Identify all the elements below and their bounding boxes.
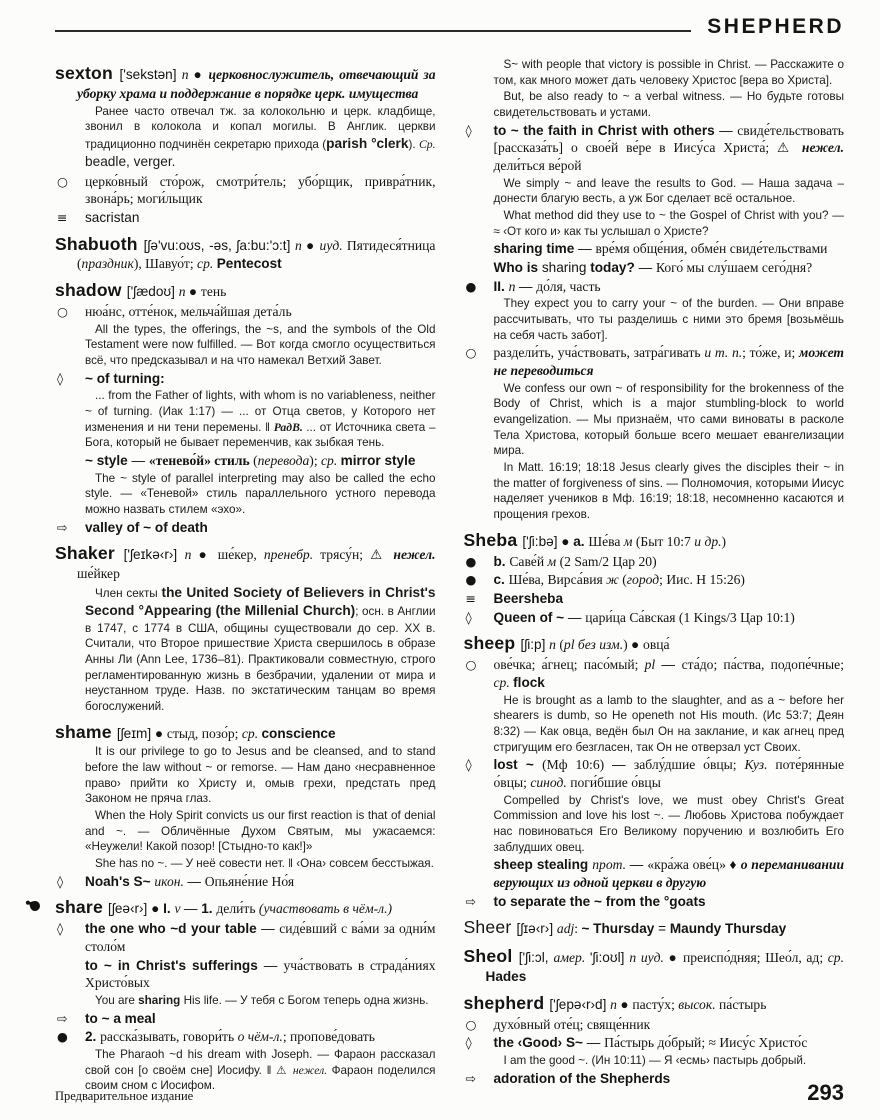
text-segment: ср. — [241, 725, 262, 741]
phrase-marker-icon: ◊ — [465, 1035, 472, 1051]
text-segment: Sheer — [463, 917, 517, 938]
text-segment: The Pharaoh ~d his dream with Joseph. — Фараон рассказал свой сон [о своём сне] Иосифу. ‖ ⚠ — [85, 1048, 436, 1077]
text-segment: ове́чка; а́гнец; пасо́мый; — [493, 657, 645, 673]
text-segment: и др. — [694, 533, 722, 549]
example-paragraph — [464, 89, 845, 120]
example-paragraph — [464, 57, 845, 88]
text-segment: ср. — [197, 256, 217, 272]
text-segment: S~ with people that victory is possible in Christ. — Расскажите о том, как много может дать человеку Христос [вера во Христа]. — [493, 58, 844, 87]
text-segment: Shaker — [55, 543, 124, 564]
text-segment: ; то́же, и; — [742, 345, 800, 361]
text-segment: ● — [668, 950, 683, 966]
text-segment: Beersheba — [493, 591, 564, 607]
page-title: SHEPHERD — [707, 15, 844, 38]
text-segment: ● — [198, 547, 218, 563]
text-segment: ), Шавуо́т; — [133, 256, 198, 272]
text-segment: ср. — [493, 674, 514, 690]
sense-line — [464, 856, 845, 891]
text-segment: [ʃeə‹r›] ● — [108, 901, 164, 917]
text-segment: sacristan — [85, 209, 140, 225]
text-segment: амер. — [553, 950, 590, 966]
text-segment: sheep stealing — [493, 857, 593, 873]
text-segment: We simply ~ and leave the results to God. — Наша задача – донести благую весть, а уж Бог сделает всё остальное. — [493, 176, 844, 206]
sense-line — [55, 173, 436, 208]
text-segment: : — [574, 921, 582, 937]
edition-label: Предварительное издание — [55, 1089, 194, 1103]
text-segment: ; пропове́довать — [282, 1029, 375, 1045]
text-segment: to ~ in Christ's sufferings — [85, 957, 264, 973]
text-segment: — — [719, 122, 738, 138]
synonym-marker-icon: ≡ — [57, 209, 68, 225]
crossref-arrow-icon: ⇨ — [465, 893, 476, 909]
text-segment: parish °clerk — [326, 135, 409, 151]
crossref-arrow-icon: ⇨ — [57, 519, 68, 535]
text-segment: conscience — [261, 725, 336, 741]
sense-line — [55, 452, 436, 470]
text-segment: ср. — [321, 452, 341, 468]
text-segment: ... from the Father of lights, with whom is no variableness, neither ~ of turning. (Иак 1:17) — ... от Отца светов, у Которого нет изменения и ни тени перемены. ‖ — [85, 389, 436, 434]
text-segment: пасту́х; — [632, 996, 679, 1012]
entry-sheol — [464, 945, 845, 986]
text-segment: «кра́жа ове́ц» — [647, 857, 730, 873]
related-translations-marker-icon: ○ — [465, 657, 477, 673]
text-segment: — — [612, 757, 634, 773]
text-segment: стыд, позо́р; — [166, 725, 242, 741]
text-segment: shepherd — [463, 992, 550, 1013]
entry-shepherd — [464, 992, 845, 1015]
text-segment: His life. — У тебя с Богом теперь одна жизнь. — [183, 994, 429, 1008]
text-segment: today? — [590, 260, 639, 276]
text-segment: shame — [55, 721, 117, 742]
left-column — [55, 56, 436, 1094]
text-segment: — — [183, 901, 202, 917]
sense-line — [464, 571, 845, 589]
text-segment: ); — [309, 452, 321, 468]
text-segment: до́ля, часть — [536, 278, 601, 294]
crossref-arrow-icon: ⇨ — [465, 1070, 476, 1086]
entry-sheep — [464, 632, 845, 655]
text-segment: Опьяне́ние Но́я — [204, 873, 295, 889]
entry-share — [55, 896, 436, 919]
text-segment: ста́до; па́ства, подопе́чные; — [681, 657, 844, 673]
related-translations-marker-icon: ○ — [57, 303, 68, 319]
text-segment: to ~ a meal — [85, 1010, 156, 1026]
text-segment: цари́ца Са́вская (1 Kings/3 Цар 10:1) — [585, 609, 795, 625]
sense-line — [55, 519, 436, 537]
related-translations-marker-icon: ○ — [465, 345, 477, 361]
text-segment: ше́йкер — [77, 566, 120, 582]
text-segment: икон. — [154, 873, 188, 889]
entry-shaker — [55, 542, 436, 583]
text-segment: In Matt. 16:19; 18:18 Jesus clearly gives the disciples their ~ in the matter of forgiveness of sins. — Полномочия, которыми Иисус наделяет учеников в Мф. 16:19; 18:18, несомненно касаются и прощения грехов. — [493, 461, 844, 522]
sense-line — [55, 209, 436, 227]
text-segment: ['ʃepə‹r›d] — [549, 996, 611, 1012]
text-segment: «тенево́й» стиль — [148, 452, 254, 468]
entry-shadow — [55, 279, 436, 302]
text-segment: n — [184, 547, 199, 563]
related-translations-marker-icon: ○ — [57, 173, 68, 189]
text-segment: ⚠ — [777, 140, 802, 156]
text-segment: I am the good ~. (Ин 10:11) — Я ‹есмь› пастырь добрый. — [503, 1053, 807, 1067]
example-paragraph — [55, 993, 436, 1009]
right-column — [464, 56, 845, 1094]
entry-sheba — [464, 529, 845, 552]
text-segment: Ше́ва, Вирса́вия — [508, 572, 607, 588]
text-segment: ). — [408, 137, 419, 151]
text-segment: valley of ~ of death — [85, 519, 208, 535]
text-segment: c. — [493, 572, 509, 588]
text-segment: ● — [188, 284, 201, 300]
sense-line — [464, 590, 845, 608]
sense-line — [464, 553, 845, 571]
text-segment: They expect you to carry your ~ of the burden. — Они вправе рассчитывать, что ты разделишь с ними это бремя [возьмёшь на себя часть забот]. — [493, 297, 844, 342]
example-paragraph — [55, 104, 436, 172]
text-segment: II. — [493, 278, 509, 294]
text-segment: нежел. — [393, 547, 436, 563]
text-segment: овца́ — [643, 637, 670, 653]
phrase-marker-icon: ◊ — [57, 921, 64, 937]
text-segment: sexton — [55, 63, 120, 83]
text-segment: и т. п. — [704, 345, 743, 361]
example-paragraph — [464, 176, 845, 207]
text-segment: тень — [200, 284, 227, 300]
phrase-marker-icon: ◊ — [57, 873, 64, 889]
example-paragraph — [464, 1053, 845, 1069]
sense-bullet-icon: ● — [57, 1029, 68, 1045]
text-segment: n — [294, 237, 306, 253]
text-segment: adoration of the Shepherds — [493, 1070, 671, 1086]
text-segment: sheep — [463, 633, 521, 654]
entry-sexton — [55, 62, 436, 103]
text-segment: о переманивании верующих из одной церкви в другую — [493, 857, 845, 890]
sense-line — [464, 656, 845, 691]
text-segment: город — [626, 572, 660, 588]
text-segment: — — [131, 452, 149, 468]
sense-line — [55, 1010, 436, 1028]
phrase-marker-icon: ◊ — [465, 609, 472, 625]
page-number: 293 — [807, 1080, 844, 1105]
text-segment: [ʃə'vu:oʊs, -əs, ʃa:bu:'ɔ:t] — [143, 237, 295, 253]
text-segment: He is brought as a lamb to the slaughter, and as a ~ before her shearers is dumb, so He openeth not His mouth. (Ис 53:7; Деян 8:32) — Как овца, ведён был Он на заклание, и как агнец пред стригущим его безгласен, так Он не отверзал уст Своих. — [493, 693, 844, 754]
sense-line — [464, 609, 845, 627]
text-segment: ● — [631, 637, 644, 653]
text-segment: дели́ть — [216, 901, 259, 917]
text-segment: ше́кер, — [217, 547, 264, 563]
example-paragraph — [464, 208, 845, 239]
text-segment: Who is — [493, 260, 542, 276]
entry-sheer — [464, 916, 845, 939]
example-paragraph — [55, 808, 436, 855]
sense-line — [55, 370, 436, 388]
text-segment: ( — [622, 572, 627, 588]
text-segment: свиде́тельствовать [рассказа́ть] о свое́й ве́ре в Иису́са Христа́; — [493, 122, 844, 156]
text-segment: нежел. — [292, 1063, 332, 1077]
text-segment: lost ~ — [493, 757, 543, 773]
example-paragraph — [464, 460, 845, 523]
text-segment: [ʃeɪm] ● — [116, 725, 167, 741]
text-segment: share — [55, 897, 109, 918]
text-segment: церко́вный сто́рож, смотри́тель; убо́рщик, привра́тник, звона́рь; моги́льщик — [85, 173, 436, 207]
text-segment: — — [263, 957, 284, 973]
text-segment: mirror style — [340, 452, 416, 468]
text-segment: ; Иис. Н 15:26) — [659, 572, 745, 588]
text-segment: Кого́ мы слу́шаем сего́дня? — [655, 260, 813, 276]
text-segment: Sheba — [463, 529, 523, 550]
sense-line — [464, 756, 845, 791]
text-segment: праздник — [81, 256, 134, 272]
text-segment: When the Holy Spirit convicts us our first reaction is that of denial and ~. — Обличённые Духом Святым, мы ужасаемся: «Неужели! Какой позор! [Стыдно-то как!]» — [85, 809, 436, 854]
text-segment: ['ʃeɪkə‹r›] — [123, 547, 185, 563]
text-segment: уча́ствовать в страда́ниях Христо́вых — [85, 957, 436, 991]
text-segment: (Мф 10:6) — [542, 757, 613, 773]
text-segment: But, be also ready to ~ a verbal witness. — Но будьте готовы свидетельствовать и устами. — [493, 90, 844, 120]
example-paragraph — [55, 584, 436, 715]
text-segment: может не переводиться — [493, 345, 845, 379]
text-segment: sharing — [138, 994, 184, 1008]
sense-bullet-icon: ● — [465, 553, 477, 569]
sense-line — [55, 1028, 436, 1046]
text-segment: adj — [556, 921, 575, 937]
example-paragraph — [55, 388, 436, 451]
text-segment: высок. — [678, 996, 720, 1012]
text-segment: Член секты — [95, 586, 162, 600]
example-paragraph — [55, 322, 436, 369]
text-segment: вре́мя обще́ния, обме́н свиде́тельствами — [595, 241, 828, 257]
entry-shabuoth — [55, 233, 436, 274]
text-segment: ( — [559, 637, 564, 653]
text-segment: ['ʃi:bə] ● — [522, 533, 574, 549]
example-paragraph — [55, 744, 436, 807]
text-segment: ● — [305, 237, 320, 253]
example-paragraph — [464, 793, 845, 856]
text-segment: расска́зывать, говори́ть — [100, 1029, 238, 1045]
text-segment: РадВ. — [273, 420, 307, 434]
text-segment: преиспо́дняя; Шео́л, ад; — [683, 950, 828, 966]
text-segment: We confess our own ~ of responsibility for the brokenness of the Body of Christ, which is a major stumbling-block to world evangelization. — Мы признаём, что сами виноваты в расколе Тела Христова, который больше всего мешает евангелизации мира. — [493, 381, 844, 458]
synonym-marker-icon: ≡ — [465, 591, 476, 607]
text-segment: ● — [193, 67, 209, 82]
example-paragraph — [464, 381, 845, 459]
text-segment: Ше́ва — [588, 533, 624, 549]
text-segment: [ʃɪə‹r›] — [516, 921, 557, 937]
text-segment: м — [547, 553, 560, 569]
text-segment: поги́бшие о́вцы — [570, 774, 661, 790]
text-segment: ['sekstən] — [119, 67, 182, 82]
text-segment: дели́ться ве́рой — [493, 158, 582, 174]
text-segment: Maundy Thursday — [669, 921, 787, 937]
text-segment: па́стырь — [719, 996, 767, 1012]
text-segment: Noah's S~ — [85, 873, 155, 889]
text-segment: — — [567, 609, 586, 625]
text-segment: прот. — [592, 857, 630, 873]
text-segment: 2. — [85, 1029, 101, 1045]
text-segment: All the types, the offerings, the ~s, and the symbols of the Old Testament were now fulfilled. — Вот когда смогло осуществиться всё, что предсказывал и на что намекал Ветхий Завет. — [85, 322, 436, 367]
text-segment: ... от Источника света – Бога, который не бывает переменчив, как зыбкая тень. — [85, 420, 436, 450]
text-segment: Hades — [485, 969, 527, 985]
ink-blot-icon — [29, 900, 41, 912]
text-segment: Ранее часто отвечал тж. за колокольню и церк. кладбище, звонил в колокола и копал могилы. В Англик. церкви традиционно подчинён секретарю прихода ( — [85, 104, 436, 151]
text-segment: заблу́дшие о́вцы; — [633, 757, 745, 773]
text-segment: — — [518, 278, 537, 294]
text-segment: ~ Thursday — [581, 921, 659, 937]
text-segment: (2 Sam/2 Цар 20) — [559, 553, 657, 569]
example-paragraph — [55, 471, 436, 518]
sense-bullet-icon: ● — [465, 572, 477, 588]
text-segment: нежел. — [801, 140, 844, 156]
text-segment: Саве́й — [509, 553, 548, 569]
text-segment: What method did they use to ~ the Gospel of Christ with you? — ≈ ‹От кого и› как ты услышал о Христе? — [493, 209, 844, 238]
sense-line — [464, 240, 845, 258]
text-segment: sharing — [541, 260, 591, 276]
text-segment: a. — [573, 533, 589, 549]
sense-line — [464, 278, 845, 296]
text-segment: 1. — [201, 901, 217, 917]
text-segment: ['ʃi:ɔl, — [518, 950, 554, 966]
text-segment: the one who ~d your table — [85, 921, 262, 937]
text-segment: ~ of turning: — [85, 370, 165, 386]
text-segment: сиде́вший с ва́ми за одни́м столо́м — [85, 921, 436, 954]
text-segment: ⚠ — [370, 547, 394, 563]
text-segment: Куз. — [744, 757, 776, 773]
sense-line — [55, 920, 436, 955]
entry-shame — [55, 721, 436, 744]
text-segment: ['ʃædoʊ] — [126, 284, 179, 300]
text-segment: flock — [513, 674, 545, 690]
text-segment: n — [181, 67, 194, 82]
text-segment: n иуд. — [629, 950, 669, 966]
text-segment: Ср. — [418, 137, 436, 151]
text-segment: n — [549, 637, 560, 653]
text-segment: ~ style — [85, 452, 132, 468]
text-segment: — — [629, 857, 648, 873]
text-segment: She has no ~. — У неё совести нет. ‖ ‹Она› совсем бесстыжая. — [95, 857, 434, 871]
text-segment: раздели́ть, уча́ствовать, затра́гивать — [493, 345, 705, 361]
text-segment: to ~ the faith in Christ with others — [493, 122, 720, 138]
sense-line — [464, 1034, 845, 1052]
text-segment: ; осн. в Англии в 1747, с 1774 в США, общины существовали до сер. XX в. Считали, что Второе пришествие Христа свершилось в образе Анны Ли (Ann Lee, 1736–81). Практиковали совместную, строго регламентированную жизнь в безбрачии, удалении от мира и неустанном труде. Назв. по экстатическим танцам во время богослужений. — [85, 605, 436, 713]
text-segment: — — [638, 260, 656, 276]
text-segment: sharing time — [493, 241, 579, 257]
text-segment: shadow — [55, 280, 127, 301]
text-segment: n — [610, 996, 621, 1012]
example-paragraph — [464, 296, 845, 343]
sense-line — [464, 122, 845, 175]
sense-line — [464, 344, 845, 379]
text-segment: It is our privilege to go to Jesus and be cleansed, and to stand before the law without ~ or remorse. — Нам дано ‹несравненное право› прийти ко Христу и, омыв грехи, предстать пред Законом не пряча глаз. — [85, 745, 436, 806]
text-segment: ж — [606, 572, 623, 588]
header-rule — [55, 30, 691, 32]
text-segment: ) — [623, 637, 632, 653]
text-segment: pl — [644, 657, 662, 673]
phrase-marker-icon: ◊ — [57, 370, 64, 386]
sense-line — [464, 259, 845, 277]
text-segment: — — [661, 657, 682, 673]
text-segment: n — [508, 278, 519, 294]
page-header — [55, 16, 844, 37]
text-segment: Shabuoth — [55, 233, 144, 254]
phrase-marker-icon: ◊ — [465, 757, 472, 773]
text-segment: The ~ style of parallel interpreting may also be called the echo style. — «Теневой» стиль параллельного устного перевода можно назвать стилем «эхо». — [85, 471, 436, 516]
text-segment: духо́вный оте́ц; свяще́нник — [493, 1016, 651, 1032]
text-segment: pl без изм. — [563, 637, 624, 653]
example-paragraph — [55, 856, 436, 872]
sense-line — [55, 303, 436, 321]
text-segment: n — [178, 284, 189, 300]
text-segment: (Быт 10:7 — [635, 533, 695, 549]
text-segment: м — [623, 533, 636, 549]
text-segment: ♦ — [729, 857, 741, 873]
text-segment: Па́стырь до́брый; ≈ Иису́с Христо́с — [604, 1035, 808, 1051]
phrase-marker-icon: ◊ — [465, 122, 472, 138]
related-translations-marker-icon: ○ — [465, 1016, 477, 1032]
text-segment: Пятидеся́тница ( — [77, 237, 436, 272]
sense-line — [464, 893, 845, 911]
text-segment: — — [187, 873, 205, 889]
text-segment: церковнослужитель, отвечающий за уборку храма и поддержание в порядке церк. имущества — [77, 67, 436, 101]
text-segment: Фараон поделился своим сном с Иосифом. — [85, 1063, 436, 1093]
text-segment: о чём-л. — [237, 1029, 283, 1045]
text-segment: ) — [721, 533, 727, 549]
text-segment: поте́рянные о́вцы; — [493, 757, 844, 790]
text-segment: Sheol — [463, 946, 519, 967]
text-segment: пренебр. — [263, 547, 321, 563]
text-segment: the ‹Good› S~ — [493, 1035, 587, 1051]
sense-line — [55, 957, 436, 992]
text-segment: трясу́н; — [320, 547, 371, 563]
text-segment: перевода — [257, 452, 310, 468]
text-segment: ср. — [827, 950, 844, 966]
text-segment: ● — [620, 996, 633, 1012]
sense-line — [55, 873, 436, 891]
text-segment: — — [586, 1035, 605, 1051]
text-segment: (участвовать в чём-л.) — [258, 901, 393, 917]
sense-line — [464, 1016, 845, 1034]
text-segment: = — [658, 921, 670, 937]
text-segment: Queen of ~ — [493, 609, 568, 625]
crossref-arrow-icon: ⇨ — [57, 1010, 68, 1026]
sense-bullet-icon: ● — [465, 278, 477, 294]
text-segment: to separate the ~ from the °goats — [493, 893, 706, 909]
text-segment: v — [174, 901, 184, 917]
text-segment: beadle, verger. — [85, 154, 176, 170]
text-segment: ( — [253, 452, 258, 468]
text-segment: [ʃi:p] — [520, 637, 550, 653]
text-segment: Compelled by Christ's love, we must obey Christ's Great Commission and love his lost ~. — Любовь Христова побуждает нас повиноваться Его Великому поручению и возлюбить Его заблудших овец. — [493, 793, 844, 854]
text-segment: иуд. — [319, 237, 347, 253]
text-segment: синод. — [530, 774, 571, 790]
text-segment: 'ʃi:oʊl] — [589, 950, 630, 966]
text-segment: the United Society of Believers in Christ's Second °Appearing (the Millenial Church) — [85, 584, 436, 619]
text-segment: b. — [493, 553, 510, 569]
text-segment: — — [261, 921, 280, 937]
text-segment: I. — [163, 901, 175, 917]
text-segment: — — [578, 241, 596, 257]
text-segment: You are — [95, 994, 139, 1008]
page-footer — [55, 1082, 844, 1104]
example-paragraph — [464, 693, 845, 756]
columns — [55, 56, 844, 1094]
text-segment: нюа́нс, отте́нок, мельча́йшая дета́ль — [85, 303, 292, 319]
text-segment: Pentecost — [216, 256, 282, 272]
